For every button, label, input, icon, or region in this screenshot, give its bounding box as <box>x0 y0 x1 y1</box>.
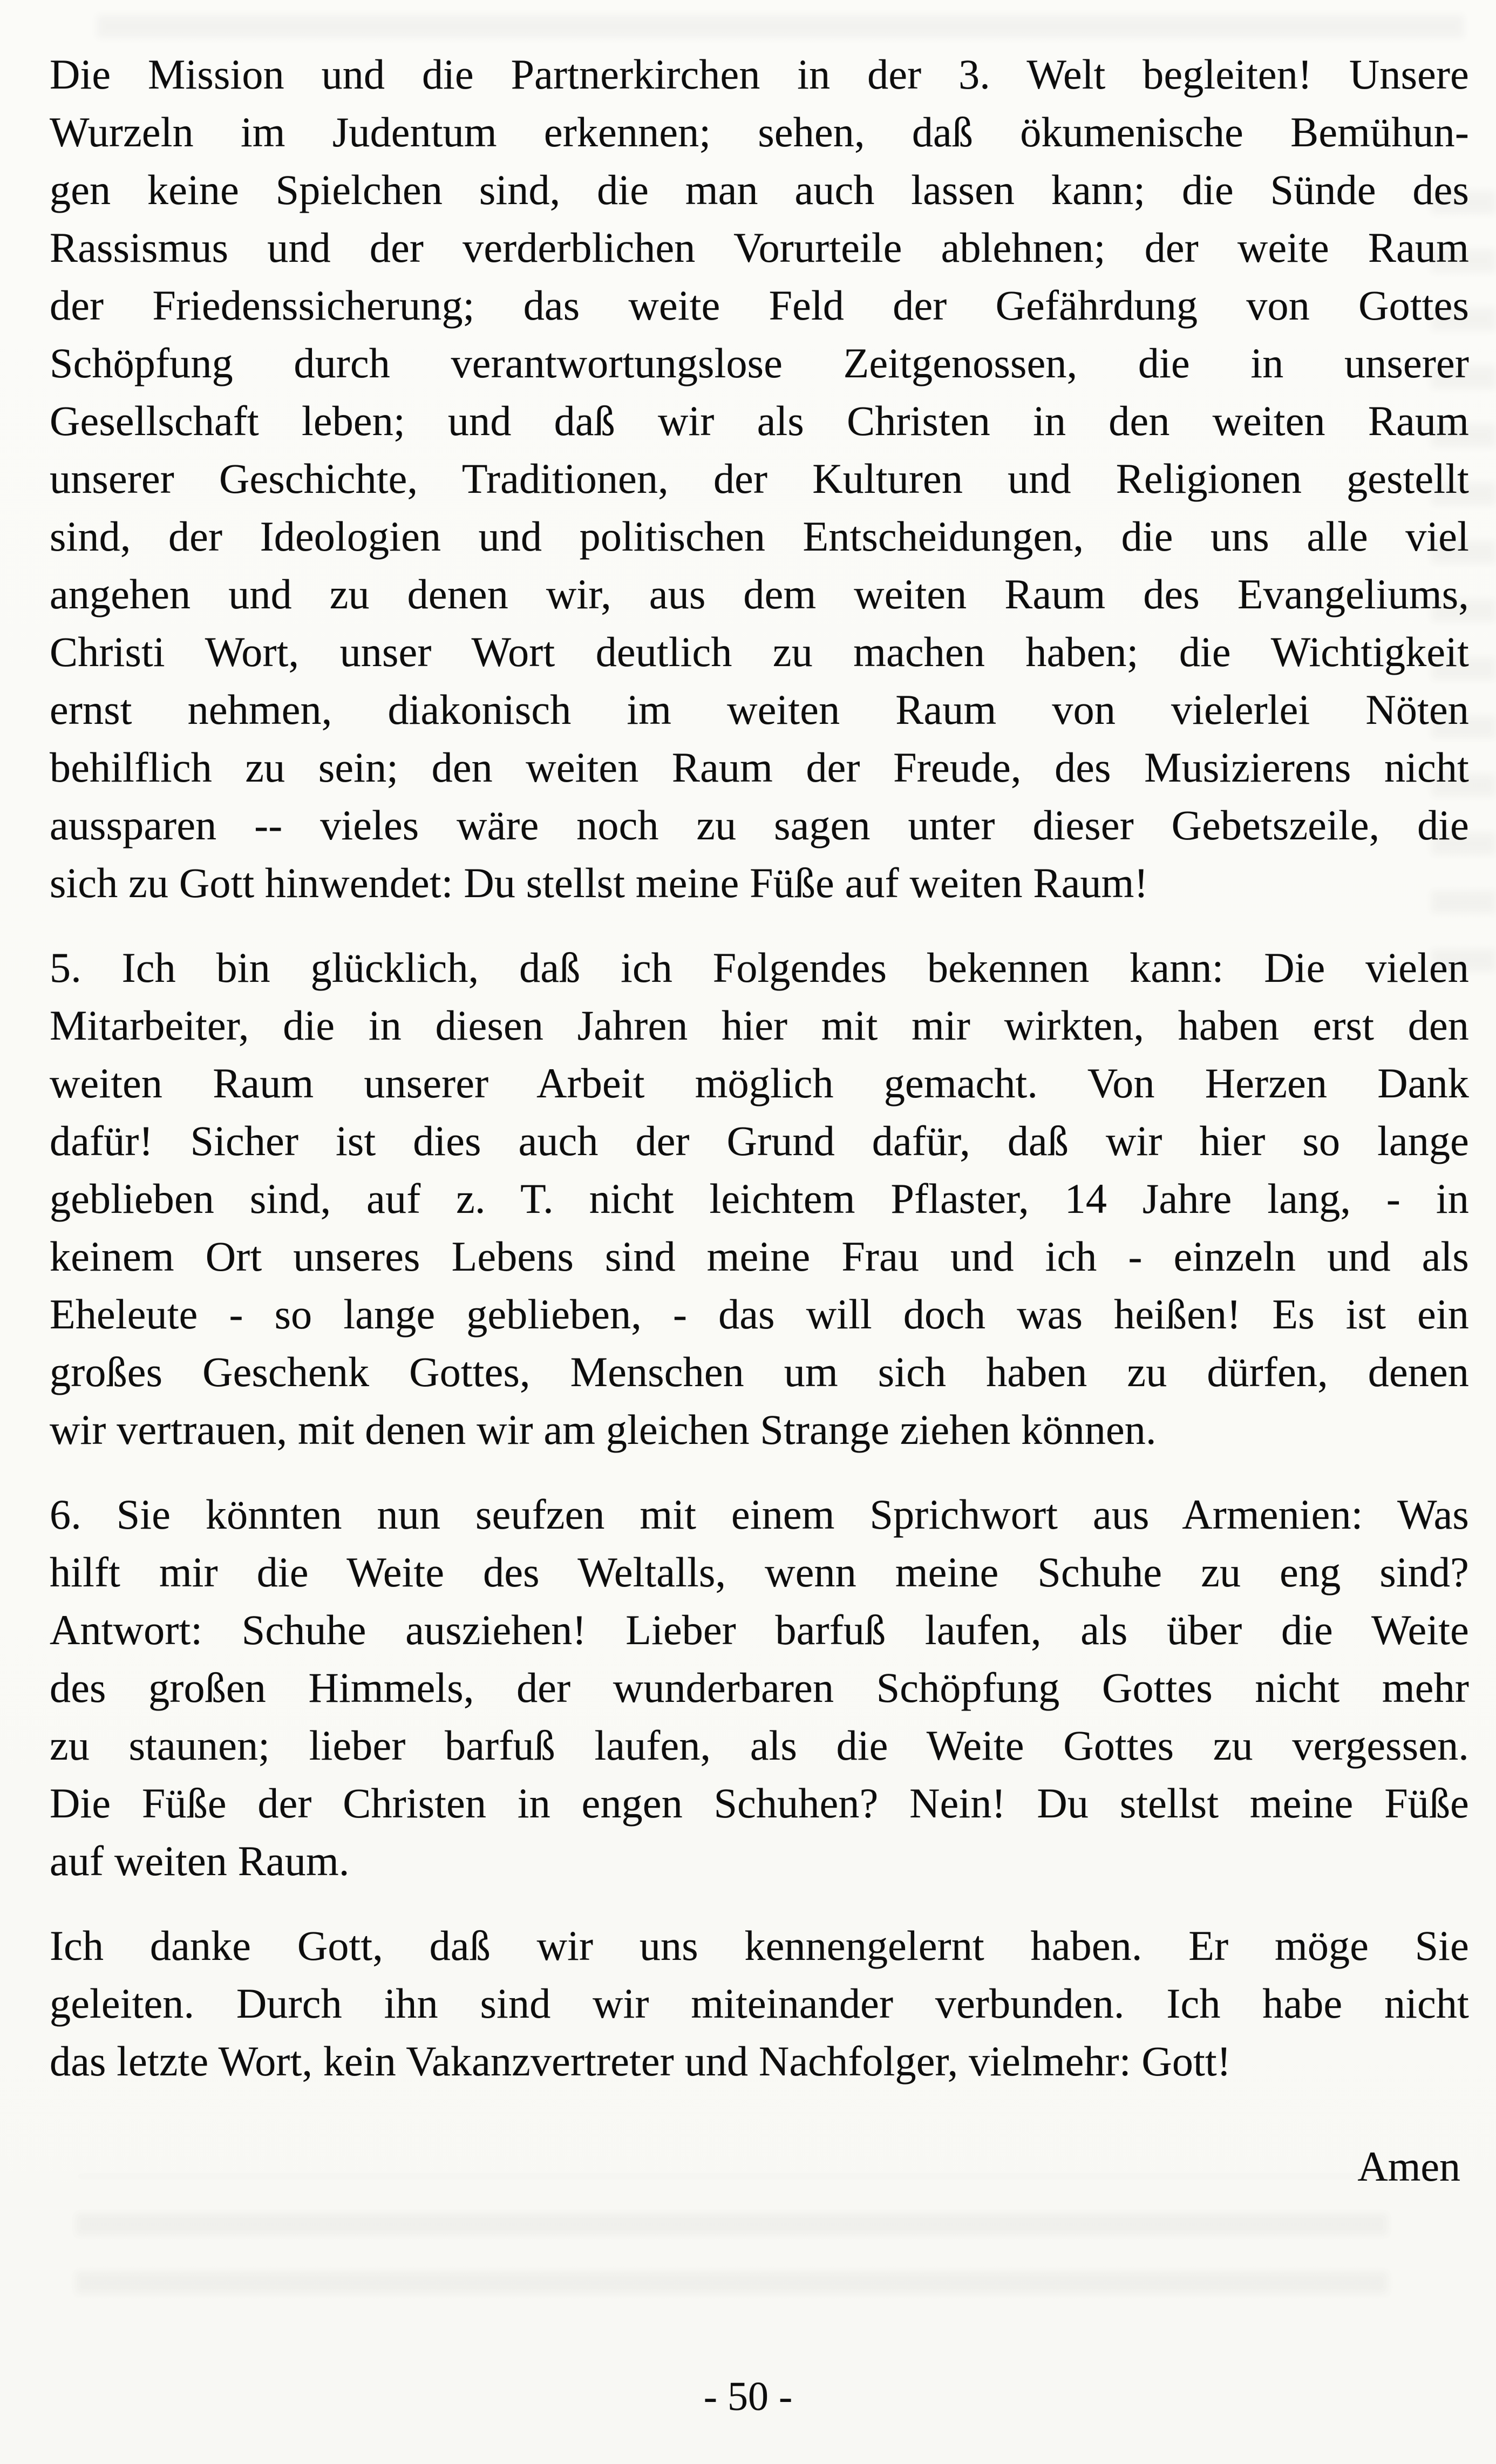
text-line: 6. Sie könnten nun seufzen mit einem Sprichwort aus Armenien: Was <box>50 1491 1469 1538</box>
text-line: geleiten. Durch ihn sind wir miteinander verbunden. Ich habe nicht <box>50 1980 1469 2027</box>
text-line: der Friedenssicherung; das weite Feld der Gefährdung von Gottes <box>50 282 1469 329</box>
paragraph-3 <box>50 1485 1469 1890</box>
text-line: sich zu Gott hinwendet: Du stellst meine Füße auf weiten Raum! <box>50 859 1148 906</box>
text-line: Mitarbeiter, die in diesen Jahren hier mit mir wirkten, haben erst den <box>50 1002 1469 1049</box>
text-line: gen keine Spielchen sind, die man auch lassen kann; die Sünde des <box>50 166 1469 213</box>
text-line: Wurzeln im Judentum erkennen; sehen, daß ökumenische Bemühun- <box>50 108 1469 155</box>
paragraph-1 <box>50 45 1469 912</box>
text-line: dafür! Sicher ist dies auch der Grund dafür, daß wir hier so lange <box>50 1117 1469 1164</box>
text-line: Eheleute - so lange geblieben, - das will doch was heißen! Es ist ein <box>50 1291 1469 1338</box>
text-line: das letzte Wort, kein Vakanzvertreter und Nachfolger, vielmehr: Gott! <box>50 2038 1232 2085</box>
text-line: keinem Ort unseres Lebens sind meine Frau und ich - einzeln und als <box>50 1233 1469 1280</box>
text-line: weiten Raum unserer Arbeit möglich gemacht. Von Herzen Dank <box>50 1060 1469 1107</box>
text-line: Die Füße der Christen in engen Schuhen? Nein! Du stellst meine Füße <box>50 1780 1469 1827</box>
text-line: Die Mission und die Partnerkirchen in der 3. Welt begleiten! Unsere <box>50 51 1469 98</box>
paragraph-2 <box>50 939 1469 1458</box>
text-line: Christi Wort, unser Wort deutlich zu machen haben; die Wichtigkeit <box>50 628 1469 675</box>
text-line: hilft mir die Weite des Weltalls, wenn meine Schuhe zu eng sind? <box>50 1549 1469 1596</box>
text-line: ernst nehmen, diakonisch im weiten Raum von vielerlei Nöten <box>50 686 1469 733</box>
text-line: Ich danke Gott, daß wir uns kennengelernt haben. Er möge Sie <box>50 1922 1469 1969</box>
text-line: auf weiten Raum. <box>50 1837 350 1884</box>
text-line: Rassismus und der verderblichen Vorurteile ablehnen; der weite Raum <box>50 224 1469 271</box>
text-line: großes Geschenk Gottes, Menschen um sich haben zu dürfen, denen <box>50 1348 1469 1395</box>
text-line: geblieben sind, auf z. T. nicht leichtem Pflaster, 14 Jahre lang, - in <box>50 1175 1469 1222</box>
bleed-through-artifact <box>97 0 1464 38</box>
paragraph-4 <box>50 1917 1469 2090</box>
text-line: unserer Geschichte, Traditionen, der Kulturen und Religionen gestellt <box>50 455 1469 502</box>
closing-word: Amen <box>1357 2143 1460 2190</box>
text-line: 5. Ich bin glücklich, daß ich Folgendes bekennen kann: Die vielen <box>50 944 1469 991</box>
text-line: Gesellschaft leben; und daß wir als Christen in den weiten Raum <box>50 397 1469 444</box>
text-line: behilflich zu sein; den weiten Raum der Freude, des Musizierens nicht <box>50 744 1469 791</box>
text-line: wir vertrauen, mit denen wir am gleichen Strange ziehen können. <box>50 1406 1157 1453</box>
text-line: sind, der Ideologien und politischen Entscheidungen, die uns alle viel <box>50 513 1469 560</box>
text-line: zu staunen; lieber barfuß laufen, als die Weite Gottes zu vergessen. <box>50 1722 1469 1769</box>
text-line: angehen und zu denen wir, aus dem weiten Raum des Evangeliums, <box>50 571 1469 617</box>
text-line: aussparen -- vieles wäre noch zu sagen unter dieser Gebetszeile, die <box>50 802 1469 849</box>
page-number-label: - 50 - <box>703 2374 793 2419</box>
text-line: des großen Himmels, der wunderbaren Schöpfung Gottes nicht mehr <box>50 1664 1469 1711</box>
text-line: Antwort: Schuhe ausziehen! Lieber barfuß laufen, als über die Weite <box>50 1606 1469 1653</box>
text-line: Schöpfung durch verantwortungslose Zeitgenossen, die in unserer <box>50 340 1469 386</box>
text-block <box>50 45 1469 2195</box>
